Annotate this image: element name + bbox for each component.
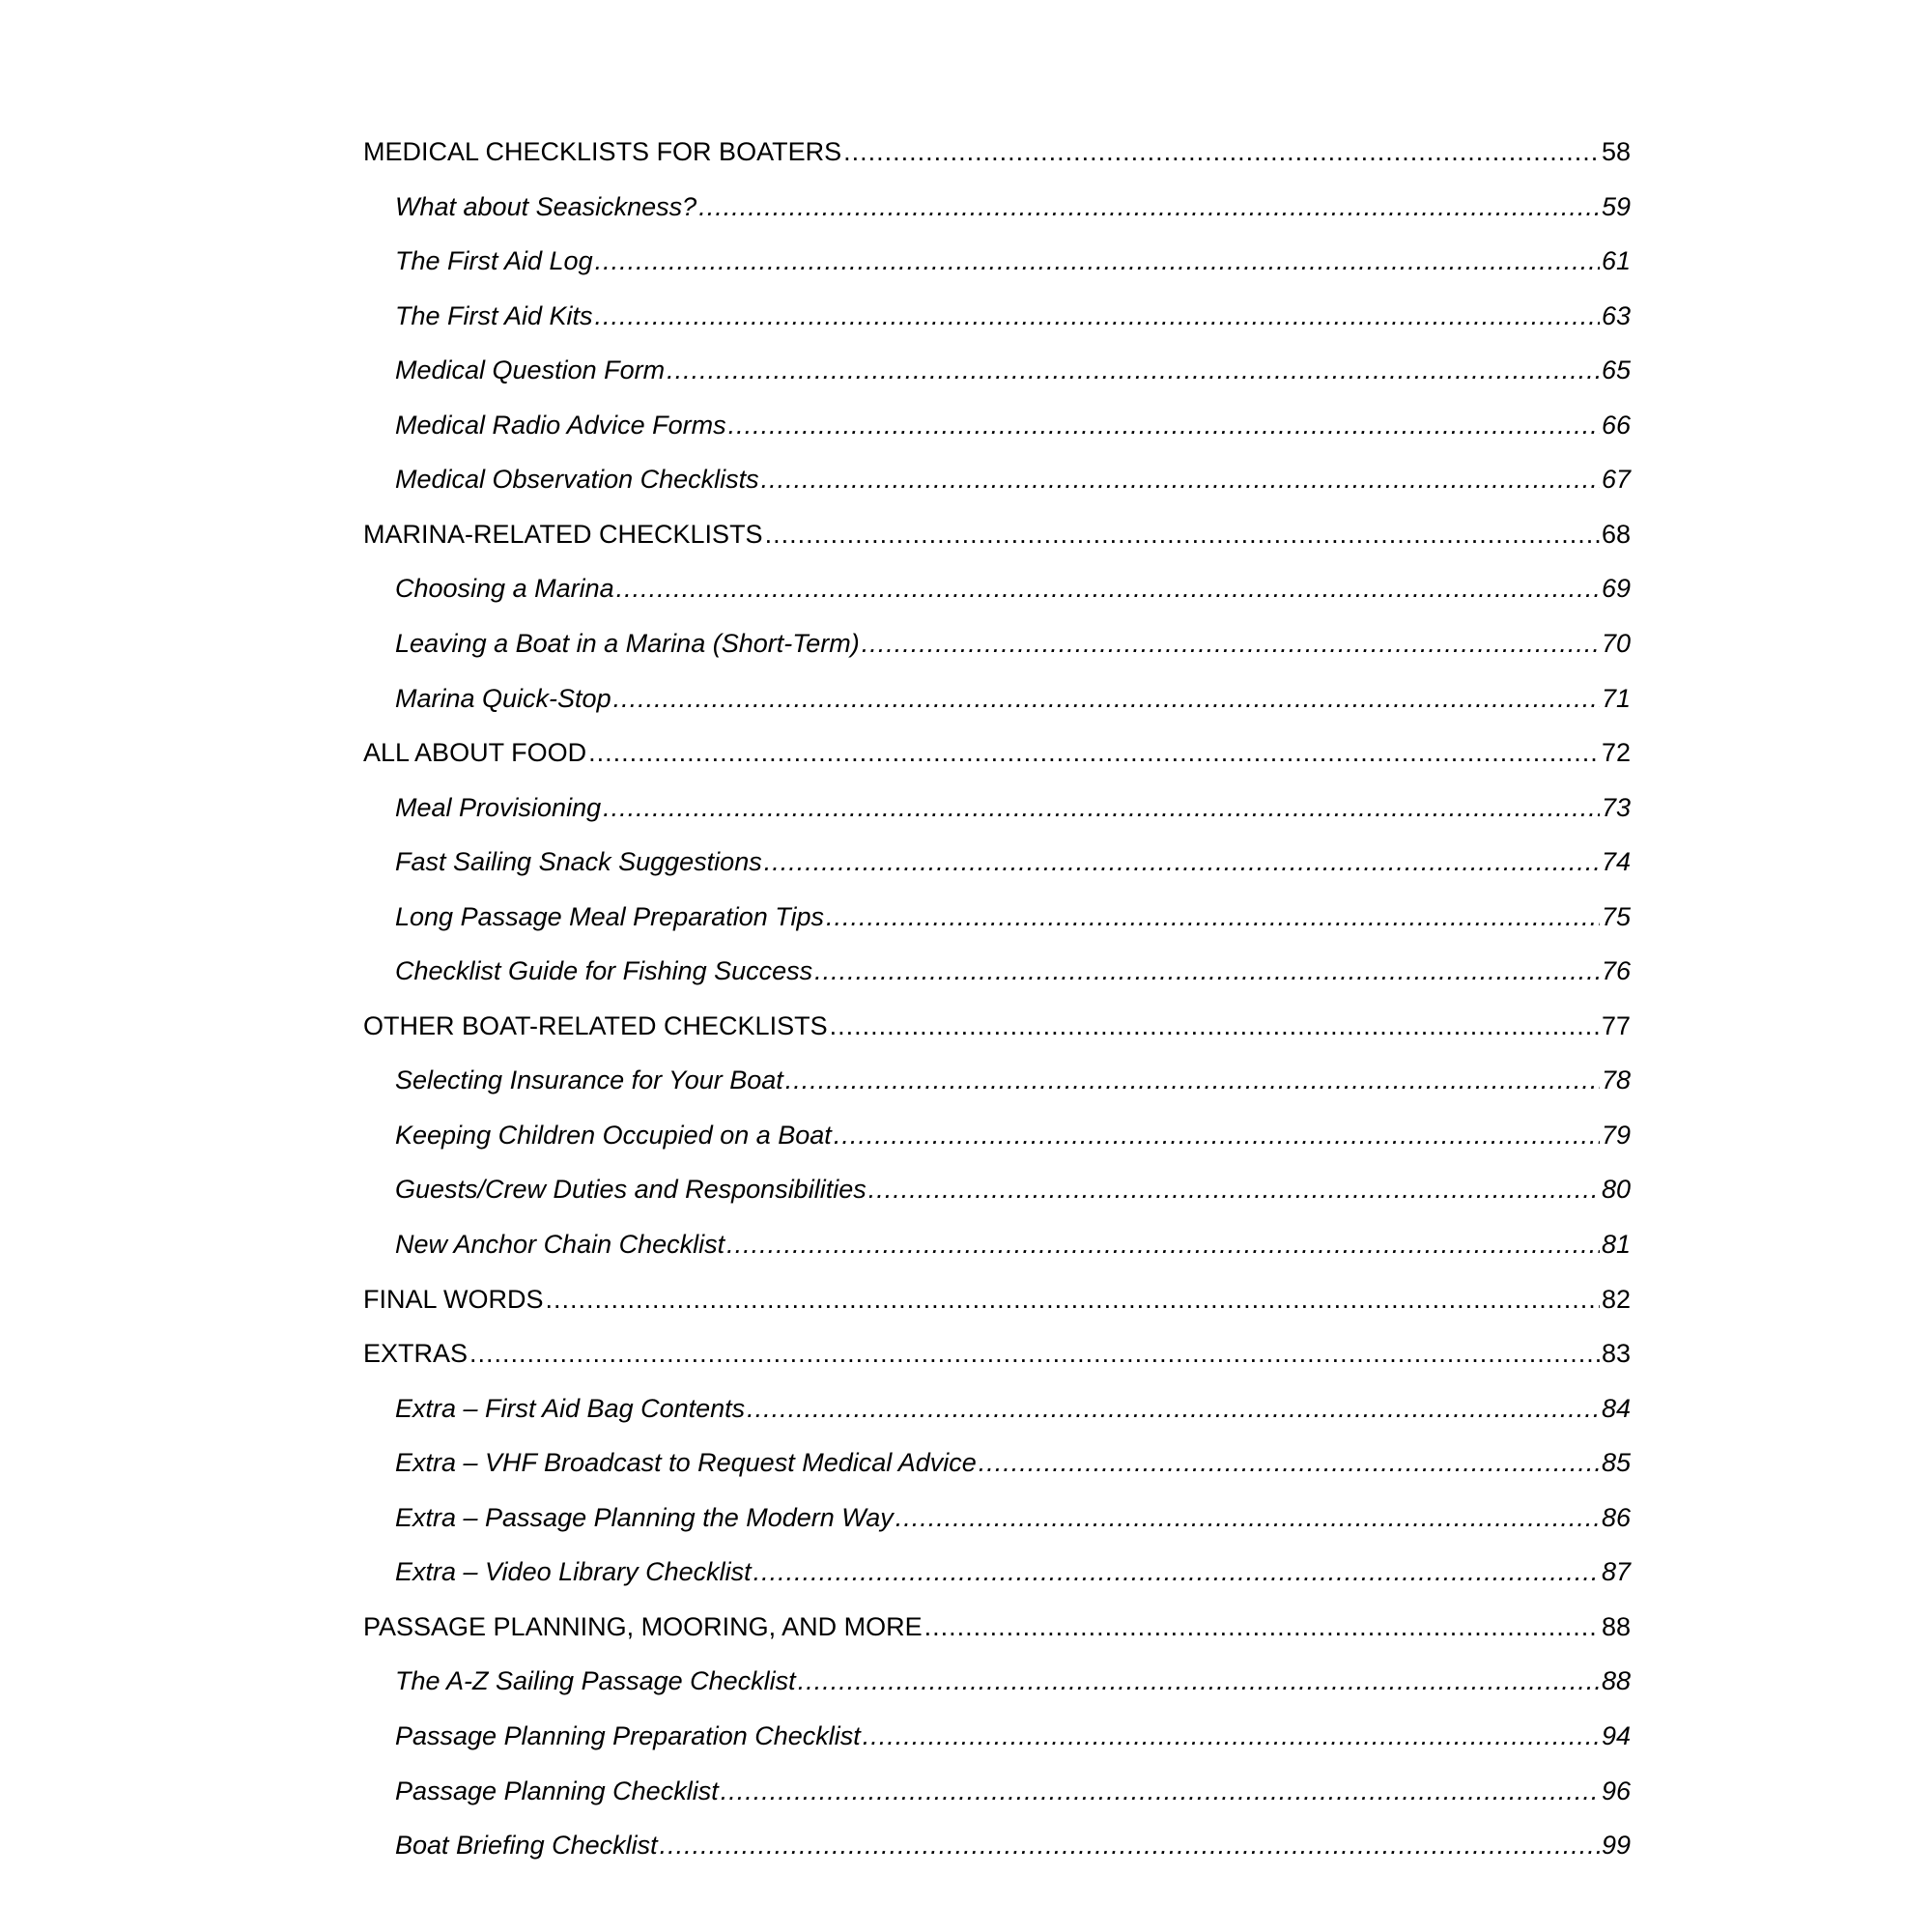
toc-page-number: 61 xyxy=(1601,246,1631,276)
toc-entry-title: Medical Radio Advice Forms xyxy=(395,410,726,440)
dot-leader xyxy=(765,515,1600,554)
dot-leader xyxy=(862,624,1600,663)
toc-entry-title: MEDICAL CHECKLISTS FOR BOATERS xyxy=(363,137,842,166)
toc-page-number: 58 xyxy=(1601,137,1631,166)
toc-entry[interactable] xyxy=(363,1007,1631,1045)
toc-subentry[interactable] xyxy=(395,788,1631,827)
toc-entry-title: The First Aid Kits xyxy=(395,300,593,330)
toc-entry-title: PASSAGE PLANNING, MOORING, AND MORE xyxy=(363,1611,923,1641)
toc-entry-title: ALL ABOUT FOOD xyxy=(363,738,587,768)
dot-leader xyxy=(747,1389,1600,1428)
toc-subentry[interactable] xyxy=(395,624,1631,663)
toc-entry-title: Fast Sailing Snack Suggestions xyxy=(395,847,762,877)
toc-subentry[interactable] xyxy=(395,1116,1631,1154)
toc-entry-title: The First Aid Log xyxy=(395,246,593,276)
dot-leader xyxy=(843,132,1600,171)
dot-leader xyxy=(863,1717,1600,1755)
toc-entry-title: FINAL WORDS xyxy=(363,1284,544,1314)
toc-subentry[interactable] xyxy=(395,952,1631,990)
toc-page-number: 75 xyxy=(1601,901,1631,931)
dot-leader xyxy=(868,1170,1600,1208)
toc-page-number: 66 xyxy=(1601,410,1631,440)
dot-leader xyxy=(814,952,1600,990)
dot-leader xyxy=(785,1061,1600,1099)
dot-leader xyxy=(546,1280,1600,1319)
toc-page-number: 96 xyxy=(1601,1776,1631,1805)
toc-entry-title: Meal Provisioning xyxy=(395,792,602,822)
toc-entry-title: Extra – Passage Planning the Modern Way xyxy=(395,1502,894,1532)
dot-leader xyxy=(764,842,1600,881)
dot-leader xyxy=(469,1334,1600,1373)
toc-page-number: 76 xyxy=(1601,956,1631,986)
dot-leader xyxy=(753,1552,1600,1591)
toc-subentry[interactable] xyxy=(395,460,1631,498)
toc-page-number: 69 xyxy=(1601,574,1631,604)
toc-page-number: 87 xyxy=(1601,1557,1631,1587)
toc-subentry[interactable] xyxy=(395,351,1631,389)
toc-page-number: 88 xyxy=(1601,1666,1631,1696)
toc-page-number: 86 xyxy=(1601,1502,1631,1532)
toc-entry-title: Extra – Video Library Checklist xyxy=(395,1557,752,1587)
toc-entry-title: Long Passage Meal Preparation Tips xyxy=(395,901,825,931)
dot-leader xyxy=(660,1826,1600,1864)
toc-entry-title: Medical Observation Checklists xyxy=(395,465,759,495)
toc-subentry[interactable] xyxy=(395,1717,1631,1755)
toc-entry[interactable] xyxy=(363,1607,1631,1646)
dot-leader xyxy=(613,679,1600,718)
dot-leader xyxy=(834,1116,1600,1154)
toc-page-number: 84 xyxy=(1601,1393,1631,1423)
toc-page-number: 83 xyxy=(1601,1339,1631,1369)
dot-leader xyxy=(924,1607,1600,1646)
toc-page-number: 72 xyxy=(1601,738,1631,768)
toc-page-number: 78 xyxy=(1601,1065,1631,1095)
dot-leader xyxy=(595,242,1600,280)
toc-subentry[interactable] xyxy=(395,1772,1631,1810)
toc-subentry[interactable] xyxy=(395,1061,1631,1099)
toc-subentry[interactable] xyxy=(395,679,1631,718)
toc-entry-title: Passage Planning Checklist xyxy=(395,1776,719,1805)
toc-page-number: 99 xyxy=(1601,1831,1631,1861)
toc-page-number: 94 xyxy=(1601,1720,1631,1750)
toc-subentry[interactable] xyxy=(395,1170,1631,1208)
toc-page-number: 80 xyxy=(1601,1175,1631,1205)
toc-entry[interactable] xyxy=(363,1334,1631,1373)
toc-page-number: 65 xyxy=(1601,355,1631,385)
toc-page-number: 85 xyxy=(1601,1448,1631,1478)
dot-leader xyxy=(588,733,1600,772)
toc-entry-title: Keeping Children Occupied on a Boat xyxy=(395,1120,832,1150)
toc-entry-title: What about Seasickness? xyxy=(395,191,697,221)
toc-page-number: 74 xyxy=(1601,847,1631,877)
toc-subentry[interactable] xyxy=(395,406,1631,444)
dot-leader xyxy=(721,1772,1600,1810)
toc-entry[interactable] xyxy=(363,1280,1631,1319)
toc-entry-title: Boat Briefing Checklist xyxy=(395,1831,658,1861)
toc-page-number: 81 xyxy=(1601,1230,1631,1259)
dot-leader xyxy=(826,897,1600,936)
toc-entry-title: Choosing a Marina xyxy=(395,574,614,604)
toc-subentry[interactable] xyxy=(395,1389,1631,1428)
toc-page-number: 70 xyxy=(1601,628,1631,658)
toc-entry-title: Extra – First Aid Bag Contents xyxy=(395,1393,746,1423)
toc-subentry[interactable] xyxy=(395,1443,1631,1482)
toc-entry[interactable] xyxy=(363,515,1631,554)
toc-page-number: 88 xyxy=(1601,1611,1631,1641)
toc-entry-title: Selecting Insurance for Your Boat xyxy=(395,1065,783,1095)
toc-entry-title: Marina Quick-Stop xyxy=(395,683,611,713)
toc-entry-title: Medical Question Form xyxy=(395,355,666,385)
toc-entry-title: New Anchor Chain Checklist xyxy=(395,1230,725,1259)
dot-leader xyxy=(667,351,1600,389)
toc-page-number: 67 xyxy=(1601,465,1631,495)
toc-subentry[interactable] xyxy=(395,1662,1631,1700)
toc-entry-title: OTHER BOAT-RELATED CHECKLISTS xyxy=(363,1010,828,1040)
dot-leader xyxy=(761,460,1600,498)
toc-page-number: 71 xyxy=(1601,683,1631,713)
toc-subentry[interactable] xyxy=(395,569,1631,608)
toc-entry-title: Guests/Crew Duties and Responsibilities xyxy=(395,1175,867,1205)
dot-leader xyxy=(895,1498,1600,1537)
toc-subentry[interactable] xyxy=(395,187,1631,226)
toc-entry[interactable] xyxy=(363,733,1631,772)
toc-page-number: 79 xyxy=(1601,1120,1631,1150)
dot-leader xyxy=(979,1443,1600,1482)
dot-leader xyxy=(726,1225,1600,1264)
dot-leader xyxy=(698,187,1600,226)
toc-entry-title: MARINA-RELATED CHECKLISTS xyxy=(363,519,763,549)
toc-subentry[interactable] xyxy=(395,242,1631,280)
dot-leader xyxy=(603,788,1600,827)
dot-leader xyxy=(830,1007,1600,1045)
toc-page-number: 73 xyxy=(1601,792,1631,822)
toc-subentry[interactable] xyxy=(395,842,1631,881)
toc-page-number: 68 xyxy=(1601,519,1631,549)
dot-leader xyxy=(798,1662,1600,1700)
toc-entry[interactable] xyxy=(363,132,1631,171)
toc-subentry[interactable] xyxy=(395,897,1631,936)
toc-entry-title: Extra – VHF Broadcast to Request Medical Advice xyxy=(395,1448,977,1478)
toc-subentry[interactable] xyxy=(395,297,1631,335)
toc-entry-title: Checklist Guide for Fishing Success xyxy=(395,956,813,986)
toc-page-number: 59 xyxy=(1601,191,1631,221)
toc-page-number: 63 xyxy=(1601,300,1631,330)
toc-page-number: 82 xyxy=(1601,1284,1631,1314)
toc-page-number: 77 xyxy=(1601,1010,1631,1040)
toc-subentry[interactable] xyxy=(395,1225,1631,1264)
dot-leader xyxy=(616,569,1600,608)
toc-entry-title: The A-Z Sailing Passage Checklist xyxy=(395,1666,796,1696)
toc-subentry[interactable] xyxy=(395,1498,1631,1537)
toc-entry-title: Passage Planning Preparation Checklist xyxy=(395,1720,861,1750)
dot-leader xyxy=(595,297,1600,335)
toc-entry-title: EXTRAS xyxy=(363,1339,469,1369)
toc-subentry[interactable] xyxy=(395,1552,1631,1591)
toc-subentry[interactable] xyxy=(395,1826,1631,1864)
toc-entry-title: Leaving a Boat in a Marina (Short-Term) xyxy=(395,628,860,658)
dot-leader xyxy=(728,406,1600,444)
